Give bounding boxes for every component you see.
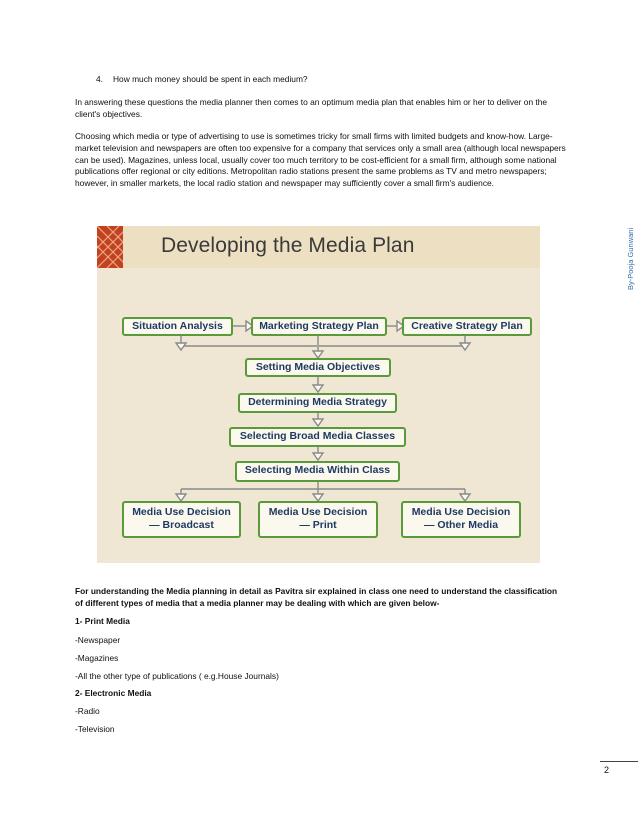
decision-print-line2: — Print [299, 519, 337, 531]
box-marketing-strategy-plan: Marketing Strategy Plan [251, 317, 387, 336]
decision-broadcast-line1: Media Use Decision [132, 506, 231, 518]
paragraph-1: In answering these questions the media planner then comes to an optimum media plan that enables him or her to deliver on the client's objectives. [75, 97, 548, 119]
decision-broadcast-line2: — Broadcast [149, 519, 214, 531]
page-number: 2 [604, 765, 610, 775]
decision-other-line2: — Other Media [423, 519, 499, 531]
author-sidebar-text: By-Pooja Gunwani [626, 227, 635, 290]
list-item-print-media: 1- Print Media [75, 616, 130, 626]
list-item-magazines: -Magazines [75, 653, 119, 663]
classification-intro: For understanding the Media planning in detail as Pavitra sir explained in class one need to understand the classification of different types of media that a media planner may be dealing with which are given below- [75, 586, 558, 608]
figure-title: Developing the Media Plan [161, 234, 415, 257]
box-situation-analysis: Situation Analysis [122, 317, 233, 336]
list-item-television: -Television [75, 724, 115, 734]
box-determining-media-strategy: Determining Media Strategy [238, 393, 397, 413]
decision-other-line1: Media Use Decision [411, 506, 511, 518]
question-text: How much money should be spent in each medium? [113, 74, 308, 84]
author-sidebar [614, 227, 635, 290]
decision-print-line1: Media Use Decision [268, 506, 368, 518]
question-number: 4. [96, 74, 103, 84]
footer-rule [600, 761, 638, 762]
box-selecting-broad-media-classes: Selecting Broad Media Classes [229, 427, 406, 447]
box-selecting-media-within-class: Selecting Media Within Class [235, 461, 400, 482]
list-item-newspaper: -Newspaper [75, 635, 121, 645]
list-item-radio: -Radio [75, 706, 100, 716]
box-media-use-decision-broadcast [122, 501, 241, 538]
box-creative-strategy-plan: Creative Strategy Plan [402, 317, 532, 336]
box-media-use-decision-other-media [401, 501, 521, 538]
media-plan-figure [97, 226, 540, 563]
list-item-electronic-media: 2- Electronic Media [75, 688, 152, 698]
box-media-use-decision-print [258, 501, 378, 538]
paragraph-2: Choosing which media or type of advertising to use is sometimes tricky for small firms with limited budgets and know-how. Large-market television and newspapers are often too expensive for a company that services only a small area (although local newspapers can be used). Magazines, unless local, usually cover too much territory to be cost-efficient for a small firm, although some national publications offer regional or city editions. Metropolitan radio stations present the same problems as TV and metro newspapers; however, in smaller markets, the local radio station and newspaper may sufficiently cover a small firm's audience. [75, 131, 566, 189]
list-item-other-publications: -All the other type of publications ( e.g.House Journals) [75, 671, 279, 681]
box-setting-media-objectives: Setting Media Objectives [245, 358, 391, 377]
